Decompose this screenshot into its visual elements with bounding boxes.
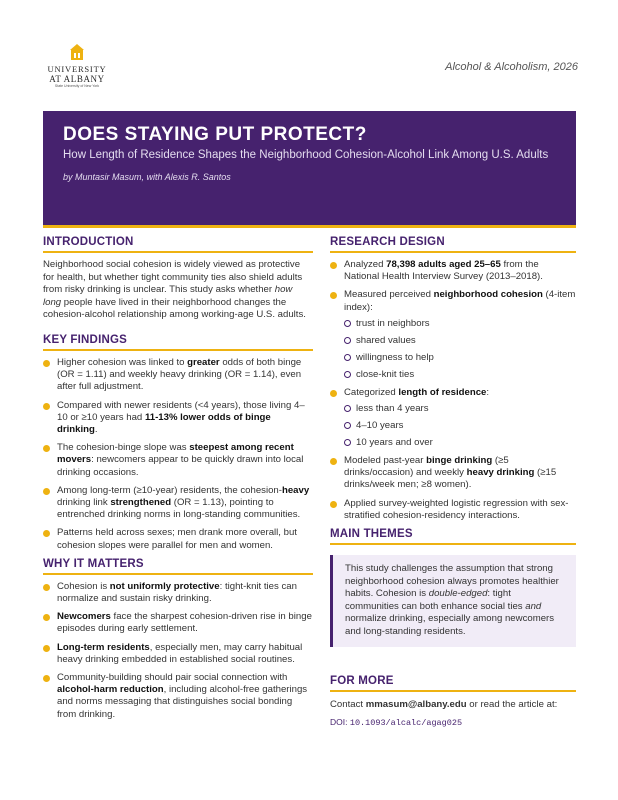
main-themes-heading: MAIN THEMES (330, 528, 576, 545)
introduction-heading: INTRODUCTION (43, 236, 313, 253)
sub-list-item: willingness to help (344, 352, 576, 364)
contact-email-link[interactable]: mmasum@albany.edu (365, 698, 467, 710)
why-it-matters-heading: WHY IT MATTERS (43, 558, 313, 575)
cohesion-items-list (344, 318, 576, 381)
contact-line: Contact mmasum@albany.edu or read the article at: (330, 698, 558, 710)
list-item: Measured perceived neighborhood cohesion (4-item index): trust in neighbors shared values willingness to help close-knit ties (330, 289, 576, 380)
page-header (0, 0, 618, 112)
title-banner (43, 111, 576, 225)
list-item: Long-term residents, especially men, may carry habitual heavy drinking embedded in established social routines. (43, 642, 313, 666)
list-item: Modeled past-year binge drinking (≥5 drinks/occasion) and weekly heavy drinking (≥15 drinks/week men; ≥8 women). (330, 455, 576, 492)
list-item: Analyzed 78,398 adults aged 25–65 from the National Health Interview Survey (2013–2018). (330, 259, 576, 283)
residence-items-list (344, 403, 576, 449)
research-design-list (330, 259, 576, 522)
university-seal-icon (69, 44, 85, 62)
page-title: DOES STAYING PUT PROTECT? (63, 124, 367, 145)
for-more-heading: FOR MORE (330, 675, 576, 692)
list-item: Categorized length of residence: less than 4 years 4–10 years 10 years and over (330, 387, 576, 449)
list-item: Newcomers face the sharpest cohesion-driven rise in binge episodes during early settlement. (43, 611, 313, 635)
key-findings-heading: KEY FINDINGS (43, 334, 313, 351)
journal-citation: Alcohol & Alcoholism, 2026 (445, 61, 578, 73)
key-findings-list (43, 357, 313, 552)
left-column (43, 236, 313, 727)
authors: by Muntasir Masum, with Alexis R. Santos (63, 172, 231, 182)
list-item: Applied survey-weighted logistic regression with sex-stratified cohesion-residency interactions. (330, 498, 576, 522)
university-logo (42, 44, 112, 89)
why-it-matters-list (43, 581, 313, 721)
list-item: Community-building should pair social connection with alcohol-harm reduction, including alcohol-free gatherings and norms messaging that distinguishes social bonding from drinking. (43, 672, 313, 721)
banner-divider (43, 225, 576, 228)
research-design-heading: RESEARCH DESIGN (330, 236, 576, 253)
list-item: Compared with newer residents (<4 years), those living 4–10 or ≥10 years had 11-13% lower odds of binge drinking. (43, 400, 313, 437)
right-column (330, 236, 576, 728)
sub-list-item: 10 years and over (344, 437, 576, 449)
list-item: Among long-term (≥10-year) residents, the cohesion-heavy drinking link strengthened (OR = 1.13), pointing to entrenched drinking norms in long-standing communities. (43, 485, 313, 522)
sub-list-item: shared values (344, 335, 576, 347)
sub-list-item: less than 4 years (344, 403, 576, 415)
sub-list-item: 4–10 years (344, 420, 576, 432)
page-subtitle: How Length of Residence Shapes the Neighborhood Cohesion-Alcohol Link Among U.S. Adults (63, 149, 549, 161)
list-item: Patterns held across sexes; men drank more overall, but cohesion slopes were parallel for men and women. (43, 527, 313, 551)
sub-list-item: close-knit ties (344, 369, 576, 381)
logo-text-suny: State University of New York (54, 84, 100, 88)
list-item: Higher cohesion was linked to greater odds of both binge (OR = 1.11) and weekly heavy drinking (OR = 1.14), even after full adjustment. (43, 357, 313, 394)
list-item: Cohesion is not uniformly protective: tight-knit ties can normalize and sustain risky drinking. (43, 581, 313, 605)
logo-text-university: UNIVERSITY (47, 64, 107, 74)
doi-link[interactable]: DOI: 10.1093/alcalc/agag025 (330, 716, 463, 728)
main-themes-callout: This study challenges the assumption that strong neighborhood cohesion always promotes healthier habits. Cohesion is double-edged: tight communities can both enhance social ties and normalize drinking, especially among newcomers and long-standing residents. (330, 555, 576, 647)
list-item: The cohesion-binge slope was steepest among recent movers: newcomers appear to be quickly drawn into local drinking occasions. (43, 442, 313, 479)
introduction-text: Neighborhood social cohesion is widely viewed as protective for health, but whether tight community ties also shield adults from risky drinking is unclear. This study asks whether how long people have lived in their neighborhood changes the cohesion-alcohol relationship among working-age U.S. adults. (43, 259, 306, 321)
sub-list-item: trust in neighbors (344, 318, 576, 330)
logo-text-albany: AT ALBANY (49, 74, 105, 84)
